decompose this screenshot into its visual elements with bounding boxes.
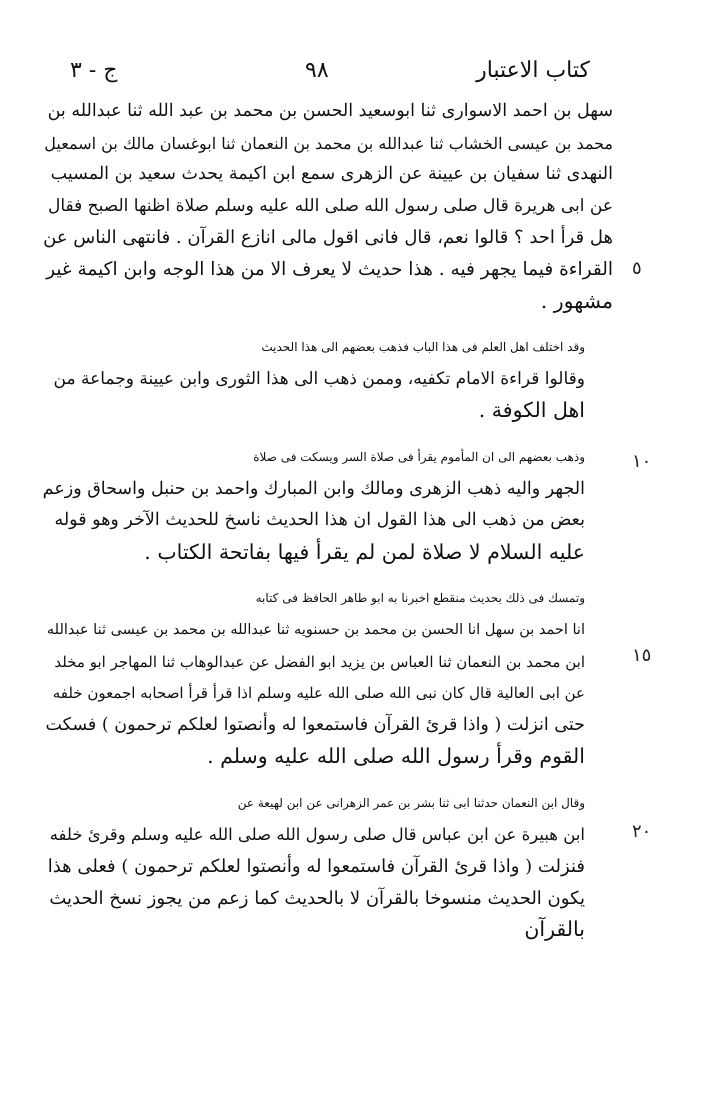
- main-text: [40, 96, 613, 946]
- text-line: القراءة فيما يجهر فيه . هذا حديث لا يعرف الا من هذا الوجه وابن اكيمة غير: [46, 258, 613, 280]
- text-line: سهل بن احمد الاسوارى ثنا ابوسعيد الحسن بن محمد بن عبد الله ثنا عبدالله بن: [47, 101, 613, 121]
- running-header: [70, 58, 590, 92]
- text-line: محمد بن عيسى الخشاب ثنا عبدالله بن محمد بن النعمان ثنا ابوغسان مالك بن اسمعيل: [44, 133, 613, 153]
- text-line: يكون الحديث منسوخا بالقرآن لا بالحديث كما زعم من يجوز نسخ الحديث: [49, 887, 585, 909]
- text-line: وتمسك فى ذلك بحديث منقطع اخبرنا به ابو طاهر الحافظ فى كتابه: [255, 591, 585, 606]
- text-line: حتى انزلت ( واذا قرئ القرآن فاستمعوا له وأنصتوا لعلكم ترحمون ) فسكت: [45, 714, 585, 735]
- volume-marker: ج - ٣: [70, 58, 118, 83]
- paragraph: [40, 583, 613, 773]
- paragraph: [40, 96, 613, 317]
- text-line: عن ابى العالية قال كان نبى الله صلى الله عليه وسلم اذا قرأ قرأ اصحابه اجمعون خلفه: [52, 684, 585, 703]
- text-line: الجهر واليه ذهب الزهرى ومالك وابن المبارك واحمد بن حنبل واسحاق وزعم: [42, 478, 585, 499]
- text-line: وقد اختلف اهل العلم فى هذا الباب فذهب بعضهم الى هذا الحديث: [261, 340, 585, 355]
- text-line: انا احمد بن سهل انا الحسن بن محمد بن حسنويه ثنا عبدالله بن محمد بن عيسى ثنا عبدالله: [46, 621, 585, 638]
- paragraph: [40, 442, 613, 568]
- text-line: وقال ابن النعمان حدثنا ابى ثنا بشر بن عمر الزهرانى عن ابن لهيعة عن: [237, 795, 585, 810]
- paragraph: [40, 788, 613, 946]
- text-line: اهل الكوفة .: [478, 398, 585, 423]
- text-line: ابن محمد بن النعمان ثنا العباس بن يزيد ابو الفضل عن عبدالوهاب ثنا المهاجر ابو مخلد: [54, 652, 585, 671]
- text-line: هل قرأ احد ؟ قالوا نعم، قال فانى اقول مالى انازع القرآن . فانتهى الناس عن: [43, 227, 613, 249]
- line-number: ٥: [632, 258, 642, 279]
- book-title: كتاب الاعتبار: [476, 58, 590, 83]
- line-number: ١٠: [632, 451, 652, 472]
- text-line: النهدى ثنا سفيان بن عيينة عن الزهرى سمع ابن اكيمة يحدث سعيد بن المسيب: [50, 164, 613, 185]
- text-line: وذهب بعضهم الى ان المأموم يقرأ فى صلاة السر ويسكت فى صلاة: [253, 449, 585, 464]
- page-number: ٩٨: [305, 58, 329, 83]
- paragraph: [40, 332, 613, 427]
- text-line: القوم وقرأ رسول الله صلى الله عليه وسلم .: [207, 744, 585, 769]
- text-line: فنزلت ( واذا قرئ القرآن فاستمعوا له وأنصتوا لعلكم ترحمون ) فعلى هذا: [47, 856, 585, 878]
- text-line: بالقرآن: [524, 917, 585, 942]
- text-line: عليه السلام لا صلاة لمن لم يقرأ فيها بفاتحة الكتاب .: [144, 539, 585, 564]
- line-number: ٢٠: [632, 821, 652, 842]
- line-number: ١٥: [632, 645, 652, 666]
- text-line: ابن هبيرة عن ابن عباس قال صلى رسول الله صلى الله عليه وسلم وقرئ خلفه: [49, 825, 585, 845]
- text-line: مشهور .: [540, 288, 613, 313]
- text-line: بعض من ذهب الى هذا القول ان هذا الحديث ناسخ للحديث الآخر وهو قوله: [54, 510, 585, 531]
- text-line: وقالوا قراءة الامام تكفيه، وممن ذهب الى هذا الثورى وابن عيينة وجماعة من: [53, 368, 585, 389]
- text-line: عن ابى هريرة قال صلى رسول الله صلى الله عليه وسلم صلاة اظنها الصبح فقال: [47, 195, 613, 216]
